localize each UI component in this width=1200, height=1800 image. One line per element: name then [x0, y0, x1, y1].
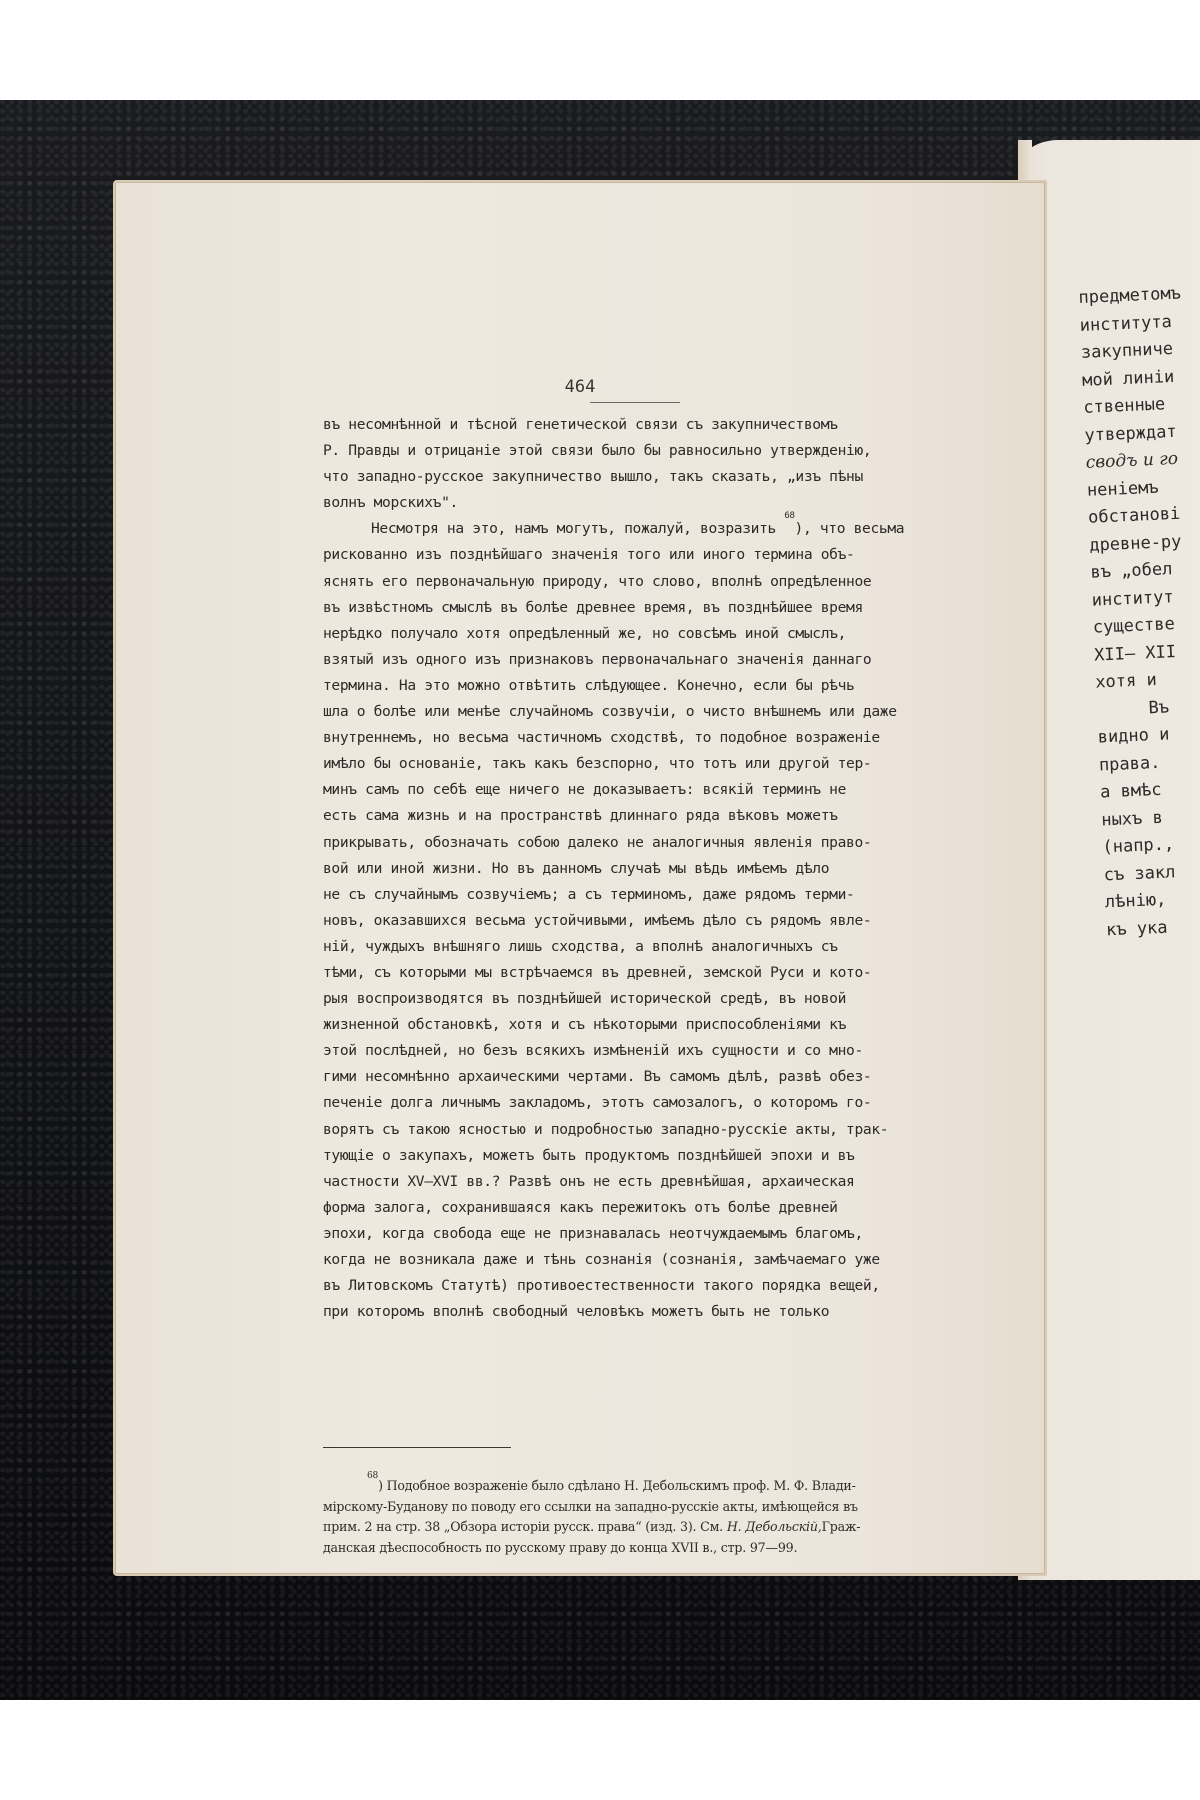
photo-background: [0, 100, 1200, 1700]
page-number-rule: [590, 402, 680, 403]
text-line: ворятъ съ такою ясностью и подробностью западно-русскіе акты, трак-: [323, 1120, 889, 1138]
text-line: въ Литовскомъ Статутѣ) противоестественности такого порядка вещей,: [323, 1277, 880, 1295]
text-line: яснять его первоначальную природу, что слово, вполнѣ опредѣленное: [323, 572, 872, 590]
right-line: мой линіи: [1081, 366, 1175, 391]
left-page: [113, 180, 1047, 1576]
right-line: XII— XII: [1093, 641, 1177, 666]
text-line: когда не возникала даже и тѣнь сознанія (сознанія, замѣчаемаго уже: [323, 1251, 880, 1268]
text-line: термина. На это можно отвѣтить слѣдующее. Конечно, если бы рѣчь: [323, 676, 855, 694]
right-line: (напр.,: [1102, 834, 1175, 858]
text-line: есть сама жизнь и на пространствѣ длиннаго ряда вѣковъ можетъ: [323, 807, 838, 825]
text-line: въ извѣстномъ смыслѣ въ болѣе древнее время, въ позднѣйшее время: [323, 598, 863, 616]
text-line: новъ, оказавшихся весьма устойчивыми, имѣемъ дѣло съ рядомъ явле-: [323, 911, 872, 929]
text-line: вой или иной жизни. Но въ данномъ случаѣ мы вѣдь имѣемъ дѣло: [323, 859, 830, 877]
text-line: гими несомнѣнно архаическими чертами. Въ самомъ дѣлѣ, развѣ обез-: [323, 1068, 872, 1086]
text-line: взятый изъ одного изъ признаковъ первоначальнаго значенія даннаго: [323, 650, 872, 668]
text-line: жизненной обстановкѣ, хотя и съ нѣкоторыми приспособленіями къ: [323, 1016, 847, 1034]
right-line: неніемъ: [1086, 477, 1159, 501]
text-line: при которомъ вполнѣ свободный человѣкъ можетъ быть не только: [323, 1303, 830, 1321]
footnote-marker: 68: [367, 1471, 379, 1481]
text-line: что западно-русское закупничество вышло, такъ сказать, „изъ пѣны: [323, 468, 863, 486]
text-line: тѣми, съ которыми мы встрѣчаемся въ древней, земской Руси и кото-: [323, 963, 872, 981]
footnote-line: данская дѣеспособность по русскому праву до конца XVII в., стр. 97—99.: [323, 1539, 798, 1555]
text-line: ній, чуждыхъ внѣшняго лишь сходства, а вполнѣ аналогичныхъ съ: [323, 937, 838, 955]
text-line: частности XV—XVI вв.? Развѣ онъ не есть древнѣйшая, архаическая: [323, 1172, 855, 1190]
right-line: обстанові: [1087, 503, 1181, 528]
text-line: нерѣдко получало хотя опредѣленный же, но совсѣмъ иной смыслъ,: [323, 624, 847, 642]
right-line: хотя и: [1094, 669, 1158, 693]
right-line: института: [1079, 311, 1173, 336]
right-line: утверждат: [1084, 421, 1178, 446]
text-line: тующіе о закупахъ, можетъ быть продуктомъ позднѣйшей эпохи и въ: [323, 1146, 855, 1164]
footnote-divider: [323, 1447, 511, 1448]
right-line: видно и: [1097, 724, 1170, 748]
right-line: къ ука: [1105, 917, 1168, 940]
footnote: [323, 1471, 950, 1558]
text-line: печеніе долга личнымъ закладомъ, этотъ самозалогъ, о которомъ го-: [323, 1094, 872, 1112]
footnote-line: мірскому-Буданову по поводу его ссылки на западно-русскіе акты, имѣющейся въ: [323, 1498, 858, 1514]
footnote-line: прим. 2 на стр. 38 „Обзора исторіи русск. права“ (изд. 3). См. Н. Дебольскій, Граж-: [323, 1517, 950, 1538]
right-line: древне-ру: [1088, 531, 1182, 556]
text-line: рыя воспроизводятся въ позднѣйшей исторической средѣ, въ новой: [323, 990, 847, 1008]
text-line: форма залога, сохранившаяся какъ пережитокъ отъ болѣе древней: [323, 1198, 838, 1216]
right-line: Въ: [1148, 696, 1170, 718]
text-line: волнъ морскихъ".: [323, 494, 458, 512]
text-line: не съ случайнымъ созвучіемъ; а съ терминомъ, даже рядомъ терми-: [323, 885, 855, 903]
right-line: лѣнію,: [1104, 889, 1167, 913]
right-line: предметомъ: [1078, 283, 1182, 308]
text-line: минъ самъ по себѣ еще ничего не доказываетъ: всякій терминъ не: [323, 781, 847, 799]
text-line: этой послѣдней, но безъ всякихъ измѣненій ихъ сущности и со мно-: [323, 1042, 863, 1060]
text-line: Несмотря на это, намъ могутъ, пожалуй, возразить 68 ), что весьма: [323, 516, 950, 542]
right-line: ственные: [1082, 394, 1166, 418]
text-line: рискованно изъ позднѣйшаго значенія того или иного термина объ-: [323, 546, 855, 564]
footnote-line: 68 ) Подобное возраженіе было сдѣлано Н. Дебольскимъ проф. М. Ф. Влади-: [323, 1476, 950, 1497]
right-line: сводъ и го: [1085, 448, 1179, 473]
text-line: эпохи, когда свобода еще не признавалась неотчуждаемымъ благомъ,: [323, 1224, 863, 1242]
text-line: Р. Правды и отрицаніе этой связи было бы равносильно утвержденію,: [323, 442, 872, 460]
page-number: 464: [564, 377, 596, 397]
right-line: въ „обел: [1090, 559, 1173, 583]
right-line: закупниче: [1080, 338, 1174, 363]
right-line: права.: [1098, 752, 1161, 776]
text-line: шла о болѣе или менѣе случайномъ созвучіи, о чисто внѣшнемъ или даже: [323, 703, 897, 721]
right-line: ныхъ в: [1100, 807, 1164, 830]
right-line: а вмѣс: [1099, 779, 1162, 803]
text-line: прикрывать, обозначать собою далеко не аналогичныя явленія право-: [323, 833, 872, 851]
body-text: [323, 412, 950, 1325]
right-line: институт: [1091, 586, 1175, 611]
footnote-author-italic: Н. Дебольскій,: [726, 1519, 822, 1534]
text-line: внутреннемъ, но весьма частичномъ сходствѣ, то подобное возраженіе: [323, 729, 880, 747]
right-line: съ закл: [1103, 861, 1176, 885]
footnote-reference[interactable]: 68: [784, 511, 795, 522]
right-line: существе: [1092, 614, 1176, 638]
text-line: имѣло бы основаніе, такъ какъ безспорно, что тотъ или другой тер-: [323, 755, 872, 773]
text-line: въ несомнѣнной и тѣсной генетической связи съ закупничествомъ: [323, 416, 838, 433]
